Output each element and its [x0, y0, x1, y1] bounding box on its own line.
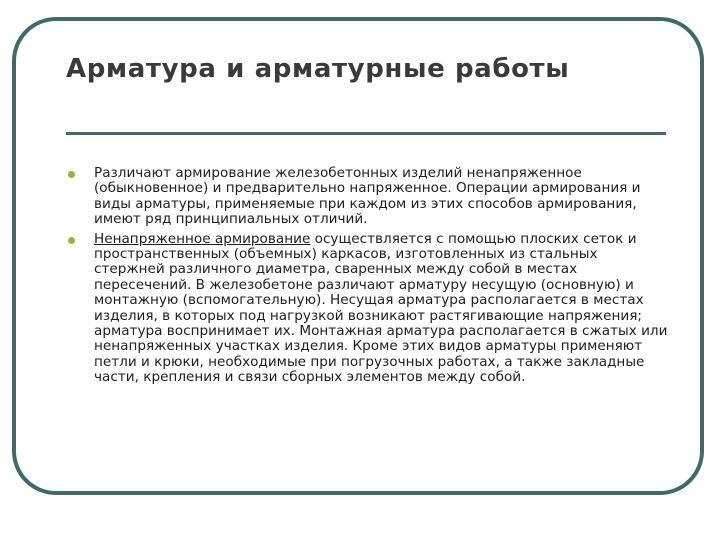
bullet-text: осуществляется с помощью плоских сеток и пространственных (объемных) каркасов, изготовленных из стальных стержней различного диаметра, сваренных между собой в местах пересечений. В железобетоне различают арматуру несущую (основную) и монтажную (вспомогательную). Несущая арматура располагается в местах изделия, в которых под нагрузкой возникают растягивающие напряжения; арматура воспринимает их. Монтажная арматура располагается в сжатых или ненапряженных участках изделия. Кроме этих видов арматуры применяют петли и крюки, необходимые при погрузочных работах, а также закладные части, крепления и связи сборных элементов между собой. — [94, 230, 668, 386]
bullet-item — [68, 166, 668, 228]
underlined-term: Ненапряженное армирование — [94, 230, 311, 247]
bullet-dot-icon — [68, 171, 75, 178]
bullet-item — [68, 232, 668, 386]
slide-title: Арматура и арматурные работы — [66, 54, 570, 84]
title-divider — [66, 132, 666, 135]
bullet-dot-icon — [68, 237, 75, 244]
bullet-list — [68, 166, 668, 386]
bullet-text: Различают армирование железобетонных изделий ненапряженное (обыкновенное) и предварительно напряженное. Операции армирования и виды арматуры, применяемые при каждом из этих способов армирования, имеют ряд принципиальных отличий. — [94, 165, 641, 228]
